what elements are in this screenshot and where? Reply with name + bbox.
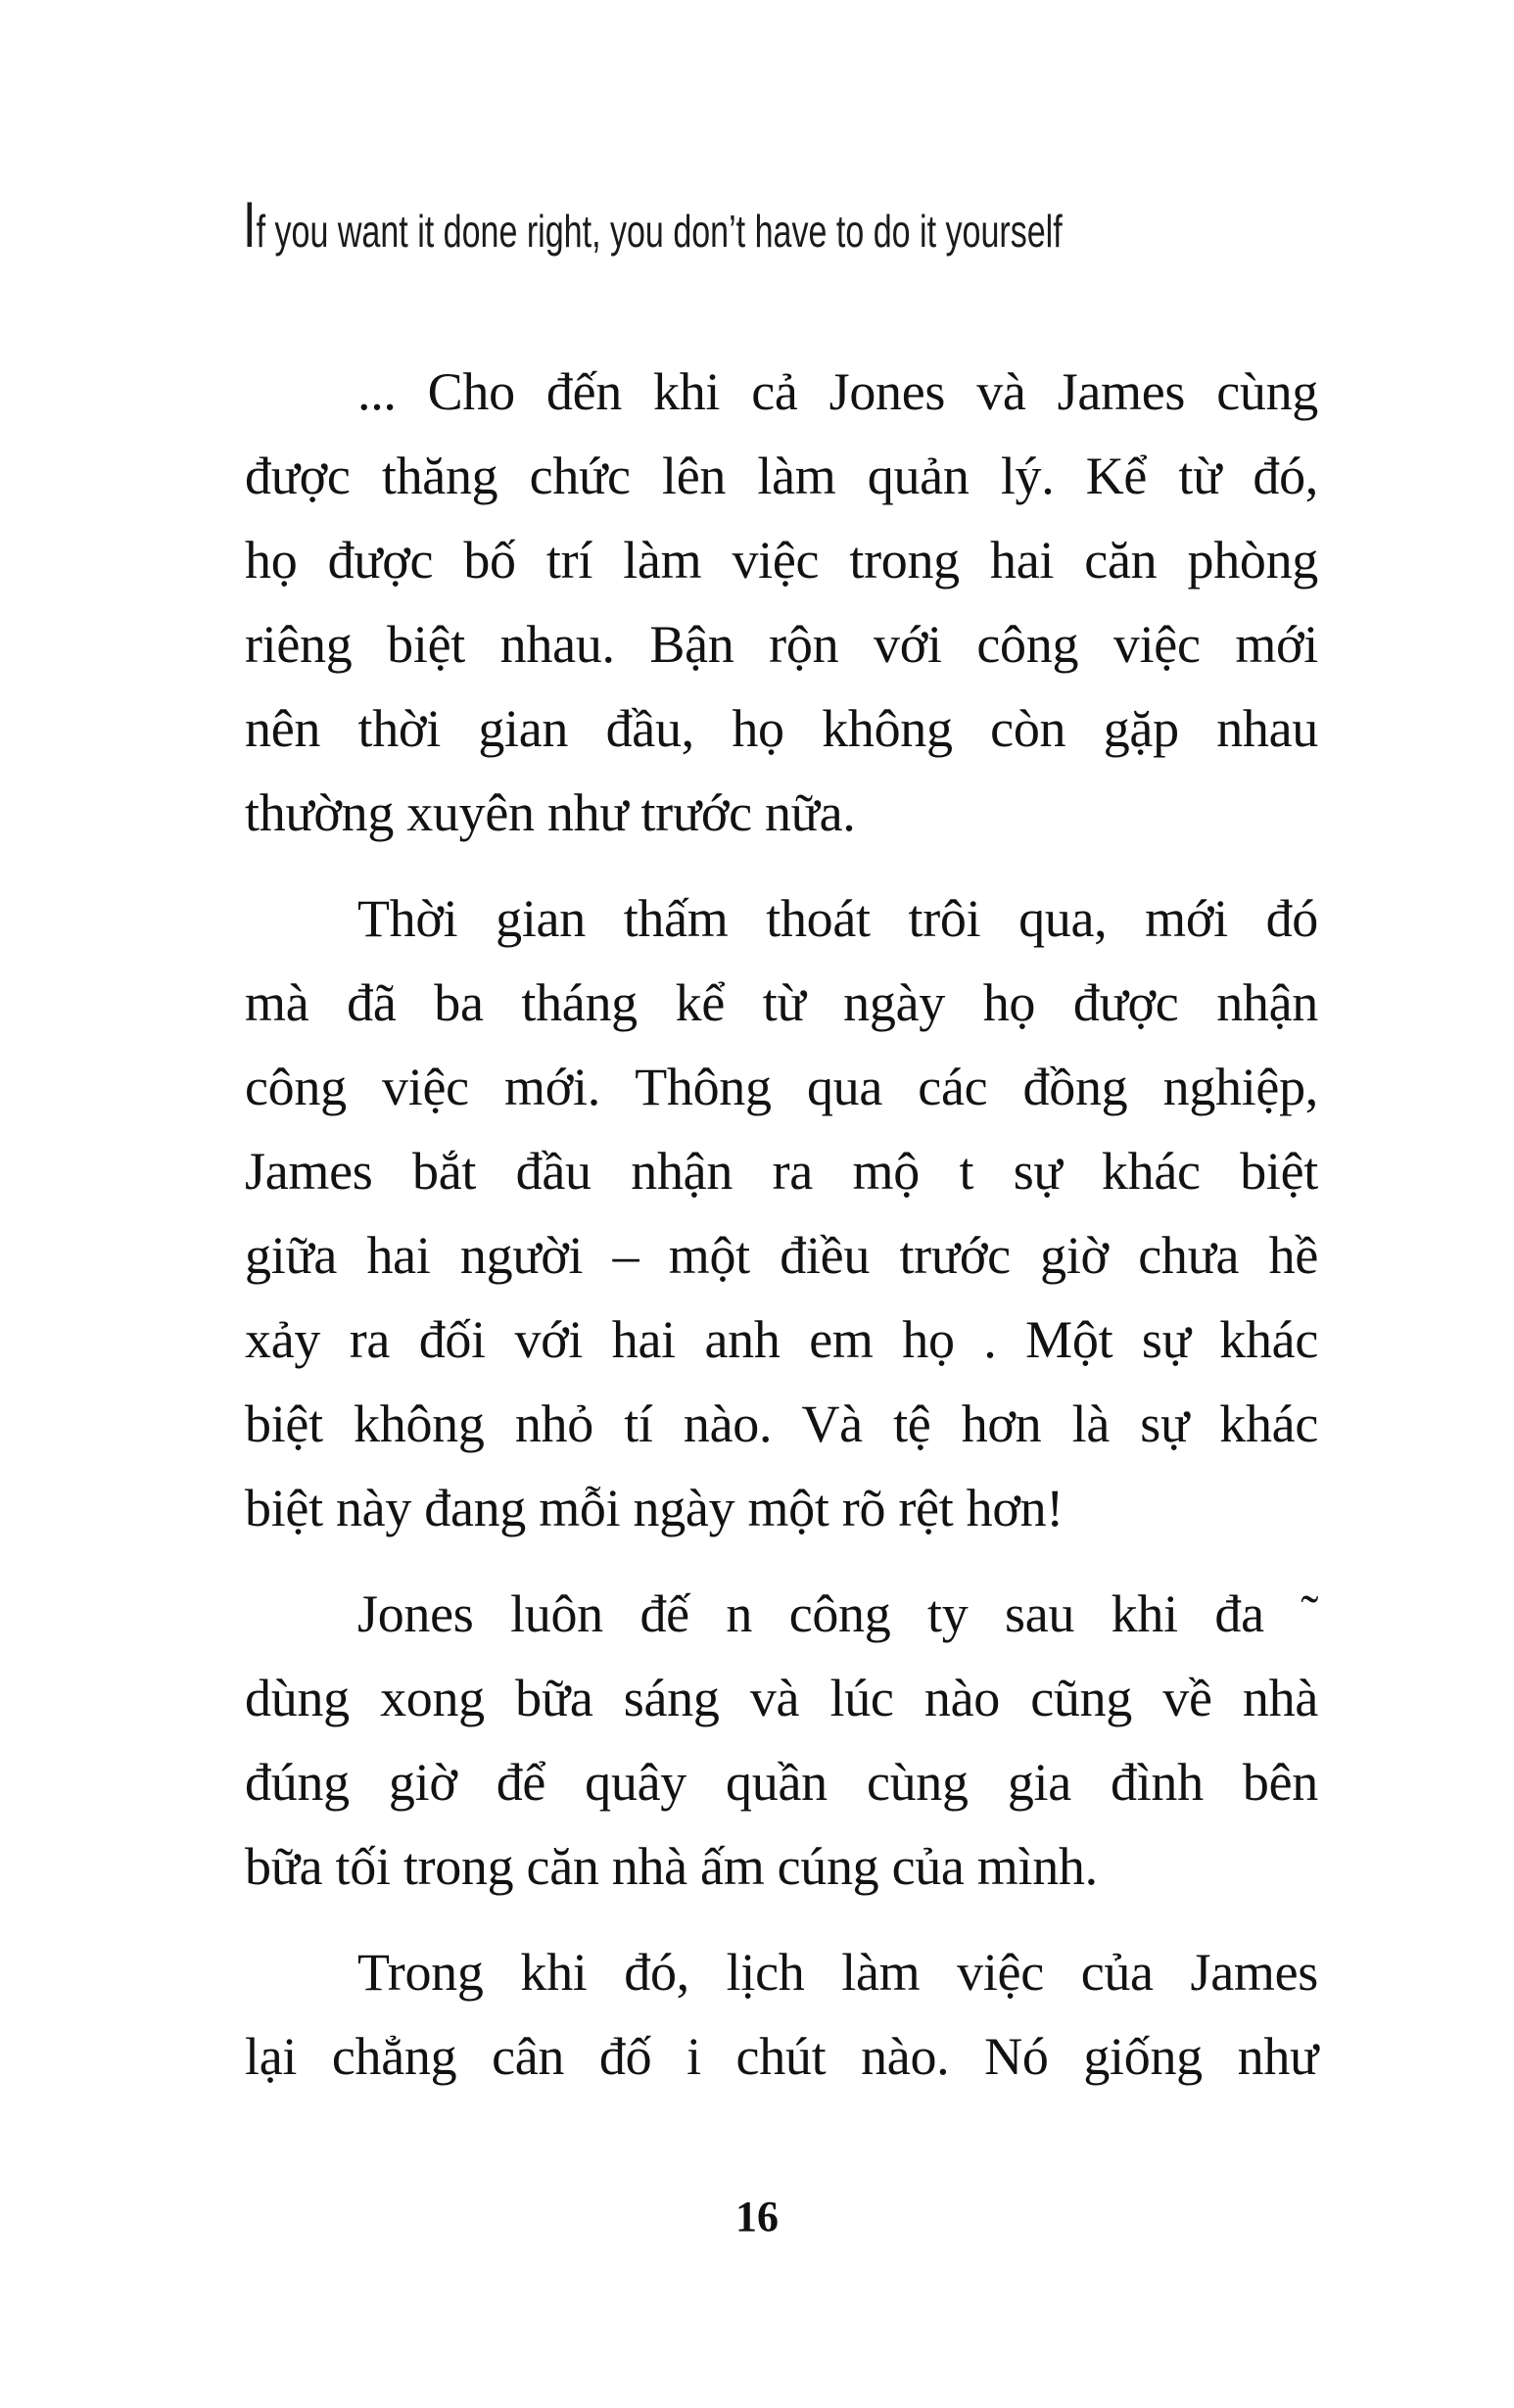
text-line: mà đã ba tháng kể từ ngày họ được nhận (245, 973, 1318, 1032)
paragraph (245, 350, 1318, 855)
text-line: Jones luôn đế n công ty sau khi đa ˜ (357, 1584, 1318, 1643)
text-line: Thời gian thấm thoát trôi qua, mới đó (357, 889, 1318, 948)
text-line: công việc mới. Thông qua các đồng nghiệp, (245, 1058, 1318, 1116)
text-line: ... Cho đến khi cả Jones và James cùng (357, 362, 1318, 421)
text-line: James bắt đầu nhận ra mộ t sự khác biệt (245, 1142, 1318, 1201)
page-number: 16 (735, 2193, 779, 2241)
text-line: được thăng chức lên làm quản lý. Kể từ đó, (245, 447, 1318, 505)
text-line: biệt này đang mỗi ngày một rõ rệt hơn! (245, 1479, 1064, 1537)
text-line: Trong khi đó, lịch làm việc của James (357, 1943, 1318, 2002)
text-line: nên thời gian đầu, họ không còn gặp nhau (245, 699, 1318, 758)
text-line: riêng biệt nhau. Bận rộn với công việc mới (245, 615, 1318, 674)
text-line: bữa tối trong căn nhà ấm cúng của mình. (245, 1837, 1098, 1896)
text-line: biệt không nhỏ tí nào. Và tệ hơn là sự khác (245, 1394, 1318, 1453)
running-header (243, 188, 1063, 260)
running-header-text: f you want it done right, you don’t have to do it yourself (256, 206, 1063, 257)
paragraph (245, 1572, 1318, 1909)
text-line: thường xuyên như trước nữa. (245, 783, 856, 842)
text-line: giữa hai người – một điều trước giờ chưa hề (245, 1226, 1318, 1285)
text-line: đúng giờ để quây quần cùng gia đình bên (245, 1753, 1318, 1812)
paragraph (245, 1930, 1318, 2099)
text-line: họ được bố trí làm việc trong hai căn phòng (245, 531, 1318, 590)
text-line: xảy ra đối với hai anh em họ . Một sự khác (245, 1310, 1318, 1369)
text-line: lại chẳng cân đố i chút nào. Nó giống như (245, 2027, 1318, 2086)
running-header-initial: I (243, 188, 257, 260)
paragraph (245, 876, 1318, 1550)
body-text (245, 350, 1318, 2099)
text-line: dùng xong bữa sáng và lúc nào cũng về nhà (245, 1669, 1318, 1727)
